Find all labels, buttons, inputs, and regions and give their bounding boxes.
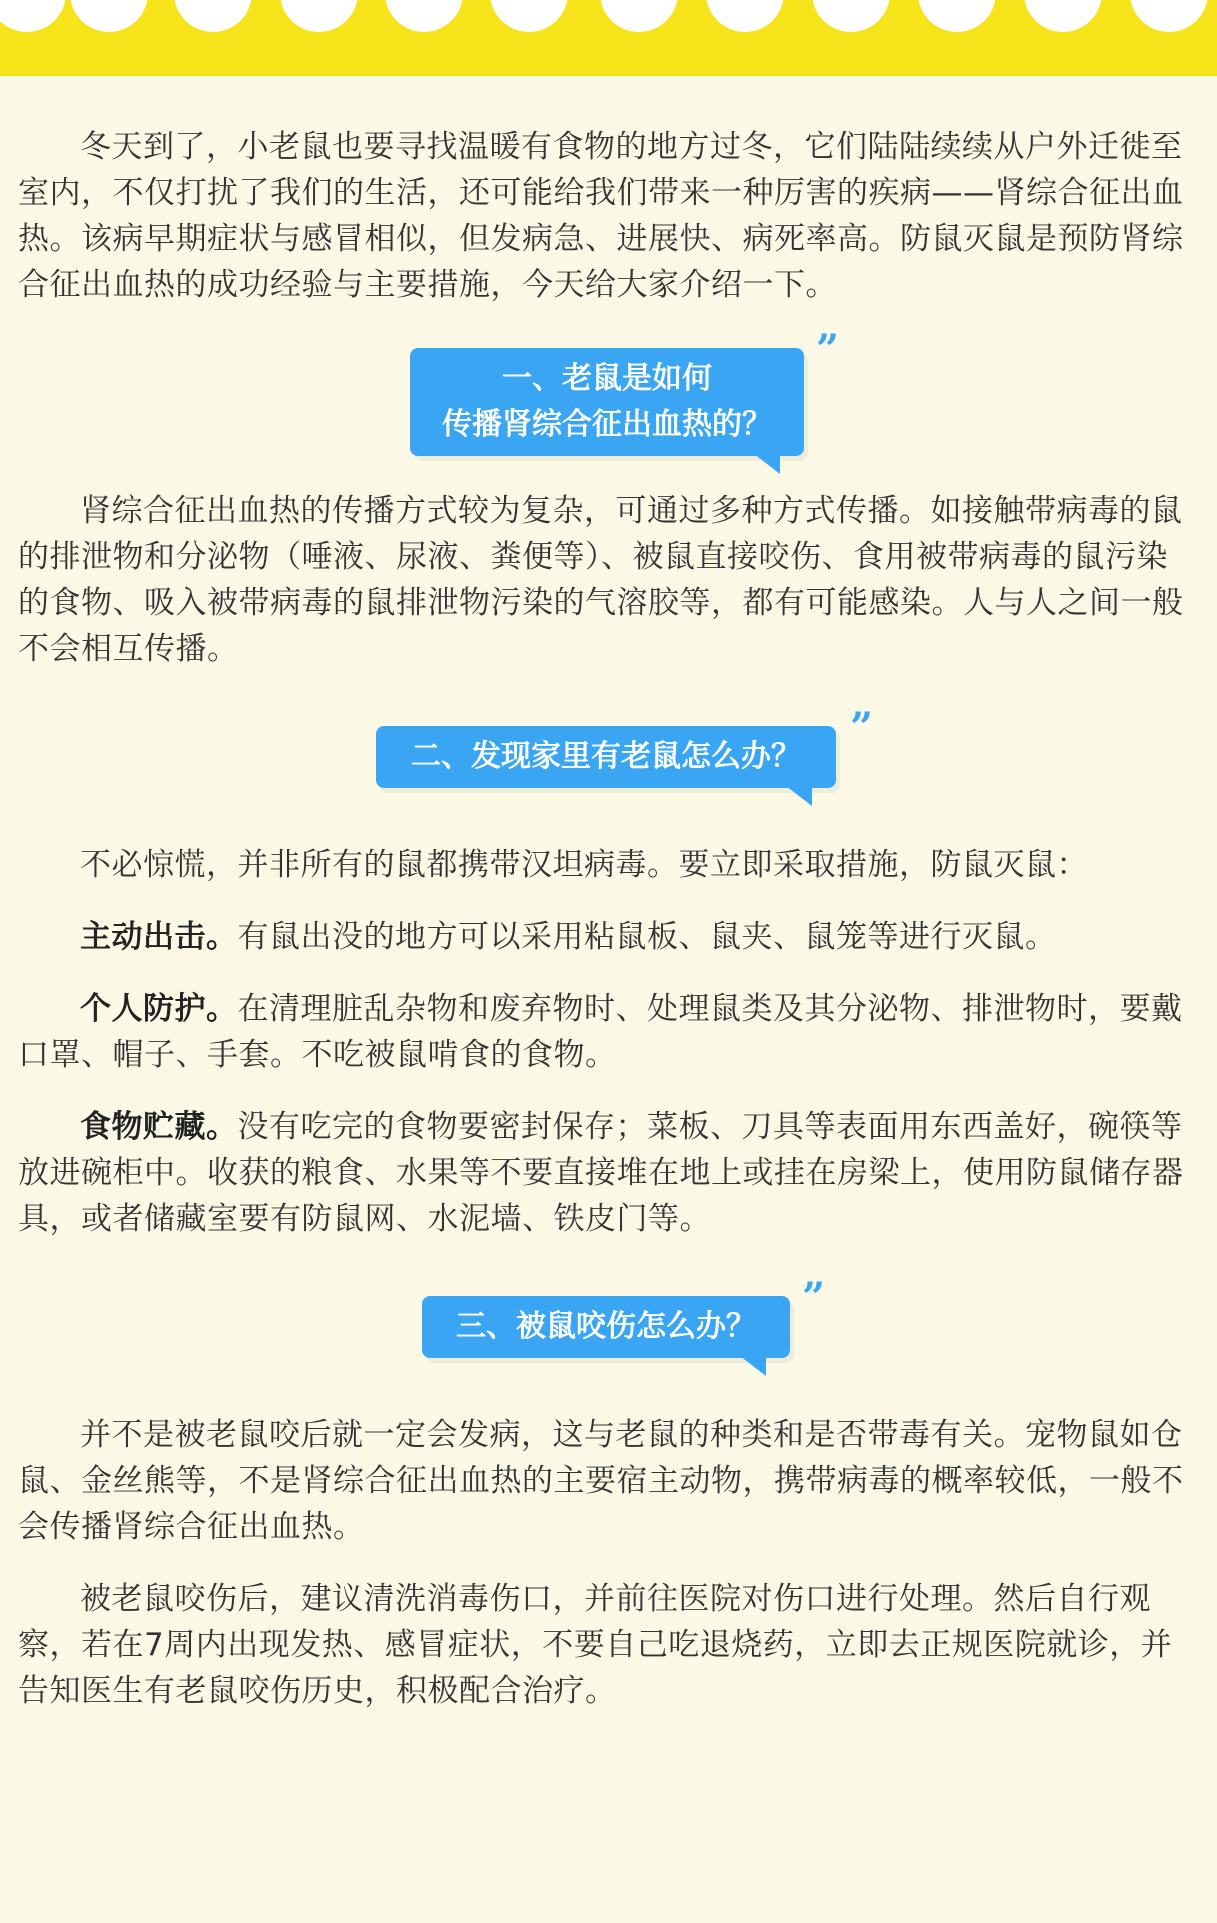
measure-item-text: 没有吃完的食物要密封保存；菜板、刀具等表面用东西盖好，碗筷等放进碗柜中。收获的粮食、水果等不要直接堆在地上或挂在房梁上，使用防鼠储存器具，或者储藏室要有防鼠网、水泥墙、铁皮门等。 <box>18 1109 1184 1237</box>
spacer <box>18 1550 1199 1576</box>
quote-mark-icon: ” <box>850 704 874 751</box>
section-3-heading <box>18 1242 1199 1412</box>
section-3-title: 三、被鼠咬伤怎么办？ <box>456 1309 756 1344</box>
banner-scallop <box>600 0 678 32</box>
banner-scallop <box>812 0 890 32</box>
section-2-heading <box>18 672 1199 842</box>
banner-scallop <box>706 0 784 32</box>
section-3-title-bubble <box>422 1296 790 1358</box>
top-scalloped-banner <box>0 0 1217 76</box>
section-1-title-bubble <box>410 348 804 456</box>
spacer <box>18 1078 1199 1104</box>
article-body <box>18 124 1199 1714</box>
measure-item-title: 食物贮藏。 <box>80 1109 238 1145</box>
section-1-title-line-1: 一、老鼠是如何 <box>502 361 712 396</box>
measure-item <box>18 1104 1199 1242</box>
bubble-tail <box>786 786 812 806</box>
section-3-paragraph: 并不是被老鼠咬后就一定会发病，这与老鼠的种类和是否带毒有关。宠物鼠如仓鼠、金丝熊等，不是肾综合征出血热的主要宿主动物，携带病毒的概率较低，一般不会传播肾综合征出血热。 <box>18 1417 1184 1545</box>
section-2-title-bubble <box>376 726 836 788</box>
quote-mark-icon: ” <box>802 1274 826 1321</box>
section-2-title: 二、发现家里有老鼠怎么办？ <box>411 739 801 774</box>
bubble-tail <box>740 1356 766 1376</box>
measure-item-text: 有鼠出没的地方可以采用粘鼠板、鼠夹、鼠笼等进行灭鼠。 <box>237 919 1057 955</box>
banner-scallop <box>0 0 66 32</box>
banner-scallop <box>280 0 358 32</box>
spacer <box>18 888 1199 914</box>
section-1-title-line-2: 传播肾综合征出血热的？ <box>442 407 772 442</box>
spacer <box>18 960 1199 986</box>
banner-scallop <box>490 0 568 32</box>
section-3-paragraph: 被老鼠咬伤后，建议清洗消毒伤口，并前往医院对伤口进行处理。然后自行观察，若在7周内出现发热、感冒症状，不要自己吃退烧药，立即去正规医院就诊，并告知医生有老鼠咬伤历史，积极配合治疗。 <box>18 1581 1173 1709</box>
banner-scallop <box>385 0 463 32</box>
banner-scallop <box>918 0 996 32</box>
section-1-paragraph: 肾综合征出血热的传播方式较为复杂，可通过多种方式传播。如接触带病毒的鼠的排泄物和分泌物（唾液、尿液、粪便等）、被鼠直接咬伤、食用被带病毒的鼠污染的食物、吸入被带病毒的鼠排泄物污染的气溶胶等，都有可能感染。人与人之间一般不会相互传播。 <box>18 493 1184 667</box>
banner-scallop <box>70 0 148 32</box>
measure-item <box>18 914 1199 960</box>
section-1-heading <box>18 308 1199 488</box>
intro-paragraph: 冬天到了，小老鼠也要寻找温暖有食物的地方过冬，它们陆陆续续从户外迁徙至室内，不仅打扰了我们的生活，还可能给我们带来一种厉害的疾病——肾综合征出血热。该病早期症状与感冒相似，但发病急、进展快、病死率高。防鼠灭鼠是预防肾综合征出血热的成功经验与主要措施，今天给大家介绍一下。 <box>18 129 1184 303</box>
measure-item <box>18 986 1199 1078</box>
measure-item-text: 在清理脏乱杂物和废弃物时、处理鼠类及其分泌物、排泄物时，要戴口罩、帽子、手套。不吃被鼠啃食的食物。 <box>18 991 1183 1073</box>
bubble-tail <box>754 454 780 474</box>
banner-scallop <box>1024 0 1102 32</box>
banner-scallop <box>1130 0 1208 32</box>
banner-scallop <box>174 0 252 32</box>
measure-item-title: 主动出击。 <box>80 919 238 955</box>
section-2-intro: 不必惊慌，并非所有的鼠都携带汉坦病毒。要立即采取措施，防鼠灭鼠： <box>80 847 1088 883</box>
quote-mark-icon: ” <box>816 326 840 373</box>
measure-item-title: 个人防护。 <box>80 991 238 1027</box>
